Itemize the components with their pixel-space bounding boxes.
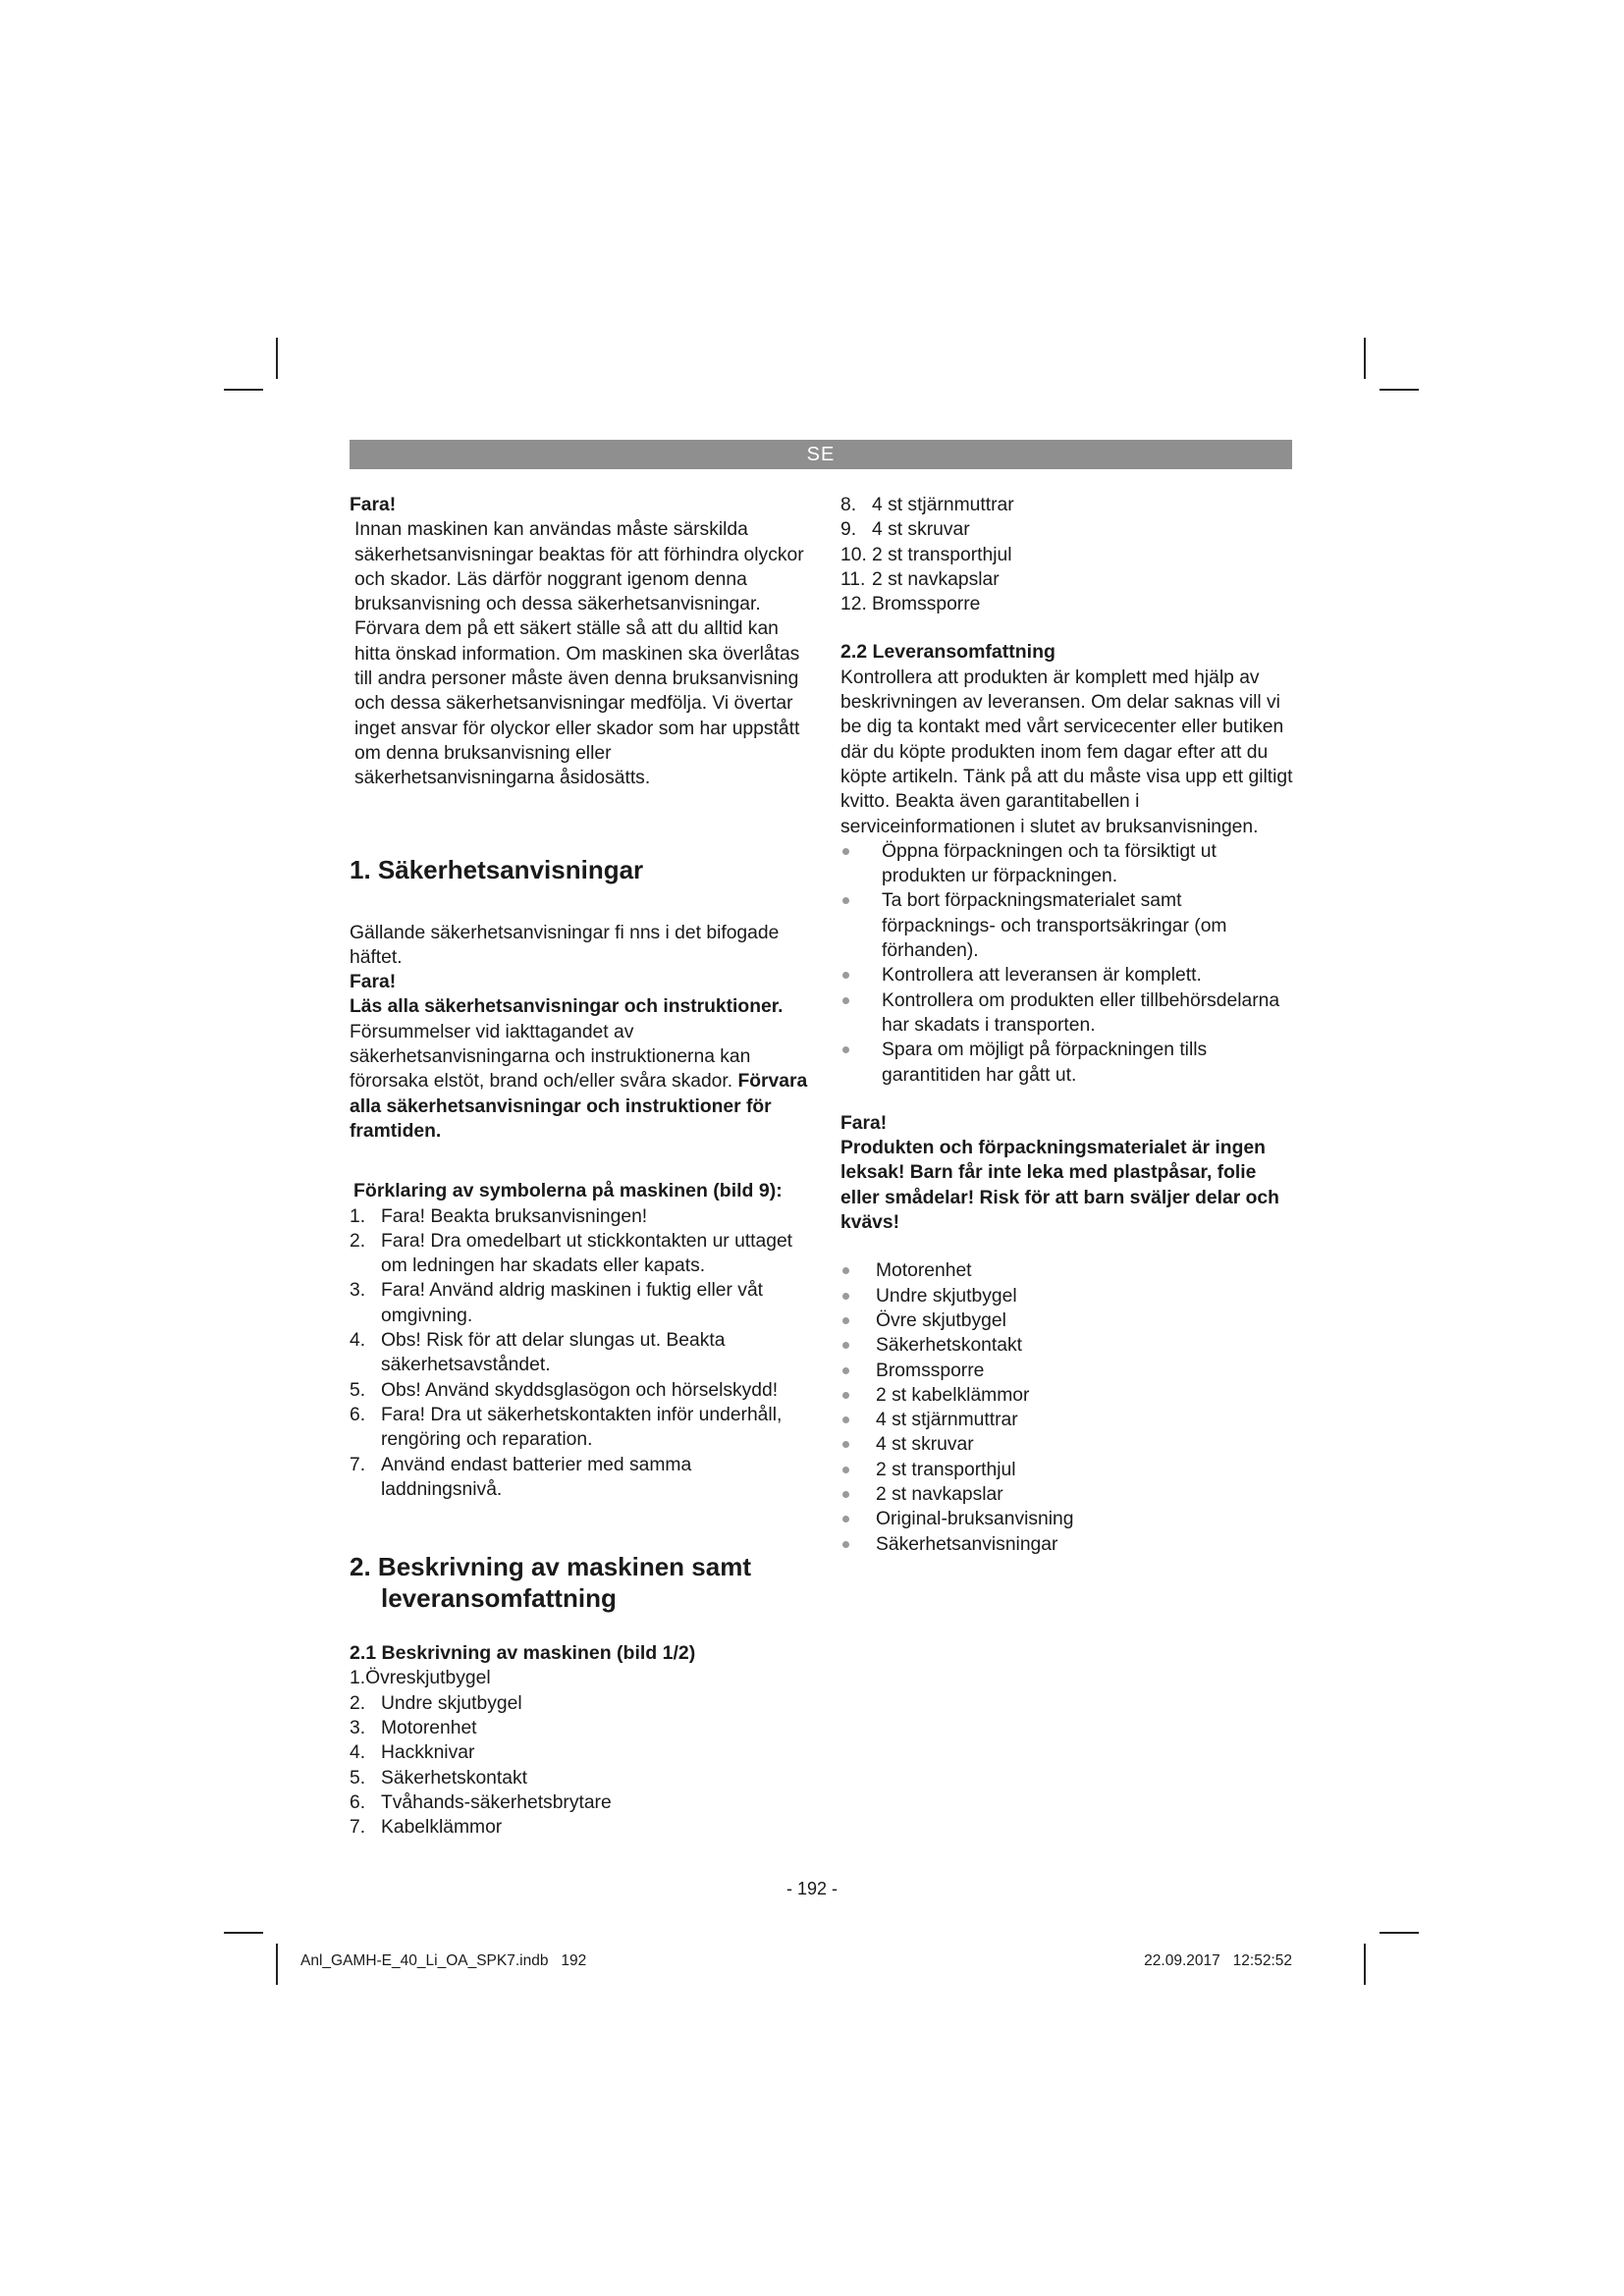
contents-item xyxy=(840,1432,1298,1457)
part-item xyxy=(840,493,1298,517)
section-2-heading xyxy=(350,1551,813,1614)
symbol-item-text: Använd endast batterier med samma laddningsnivå. xyxy=(381,1454,692,1500)
symbol-item-text: Obs! Risk för att delar slungas ut. Beakta säkerhetsavståndet. xyxy=(381,1330,726,1376)
contents-item-text: Original-bruksanvisning xyxy=(876,1509,1074,1530)
contents-item-text: Bromssporre xyxy=(876,1360,985,1381)
crop-mark-bottom-right-horizontal xyxy=(1380,1932,1419,1934)
delivery-step-text: Kontrollera om produkten eller tillbehörsdelarna har skadats i transporten. xyxy=(882,989,1280,1036)
part-item-number: 11. xyxy=(840,568,866,590)
symbol-item-number: 6. xyxy=(350,1404,366,1425)
part-item-text: Bromssporre xyxy=(872,594,981,615)
crop-mark-top-left-horizontal xyxy=(224,389,263,391)
part-item-text: 2 st navkapslar xyxy=(872,568,1000,590)
delivery-step-text: Öppna förpackningen och ta försiktigt ut produkten ur förpackningen. xyxy=(882,840,1217,887)
section-1-heading xyxy=(350,854,813,885)
fara-warning-text: Innan maskinen kan användas måste särskilda säkerhetsanvisningar beaktas för att förhindra olyckor och skador. Läs därför noggrant igenom denna bruksanvisning och dessa säkerhetsanvisningar. Förvara dem på ett säkert ställe så att du alltid kan hitta önskad information. Om maskinen ska överlåtas till andra personer måste även denna bruksanvisning och dessa säkerhetsanvisningar medfölja. Vi övertar inget ansvar för olyckor eller skador som har uppstått om denna bruksanvisning eller säkerhetsanvisningarna åsidosätts. xyxy=(354,519,804,789)
contents-item xyxy=(840,1507,1298,1531)
safety-intro: Gällande säkerhetsanvisningar fi nns i det bifogade häftet. xyxy=(350,922,780,968)
part-item-text: Undre skjutbygel xyxy=(381,1692,522,1714)
footer-file-name: Anl_GAMH-E_40_Li_OA_SPK7.indb 192 xyxy=(300,1952,587,1969)
bullet-icon xyxy=(842,1467,849,1473)
part-item-number: 7. xyxy=(350,1817,366,1839)
section-2-number: 2. xyxy=(350,1552,371,1582)
delivery-step-text: Ta bort förpackningsmaterialet samt förpacknings- och transportsäkringar (om förhanden). xyxy=(882,890,1227,962)
part-item-text: 4 st stjärnmuttrar xyxy=(872,495,1014,515)
section-1-number: 1. xyxy=(350,854,371,884)
symbol-item-text: Fara! Använd aldrig maskinen i fuktig eller våt omgivning. xyxy=(381,1280,764,1326)
contents-list xyxy=(840,1258,1298,1557)
bullet-icon xyxy=(842,997,849,1004)
part-item-number: 12. xyxy=(840,594,867,615)
bullet-icon xyxy=(842,1541,849,1548)
symbol-item xyxy=(350,1453,813,1503)
bullet-icon xyxy=(842,897,849,904)
symbol-item-text: Obs! Använd skyddsglasögon och hörselskydd! xyxy=(381,1379,779,1401)
bullet-icon xyxy=(842,1392,849,1399)
section-2-1-heading: 2.1 Beskrivning av maskinen (bild 1/2) xyxy=(350,1642,696,1665)
symbol-item xyxy=(350,1403,813,1453)
part-item-number: 10. xyxy=(840,544,867,565)
contents-item xyxy=(840,1308,1298,1333)
parts-list-continued xyxy=(840,493,1298,616)
part-item xyxy=(350,1790,813,1815)
symbol-item xyxy=(350,1278,813,1328)
bullet-icon xyxy=(842,1516,849,1522)
section-1-title: Säkerhetsanvisningar xyxy=(377,854,644,884)
contents-item xyxy=(840,1532,1298,1557)
delivery-text: Kontrollera att produkten är komplett med hjälp av beskrivningen av leveransen. Om delar saknas vill vi be dig ta kontakt med vårt servicecenter eller butiken där du köpte produkten inom fem dagar efter att du köpte artikeln. Tänk på att du måste visa upp ett giltigt kvitto. Beakta även garantitabellen i serviceinformationen i slutet av bruksanvisningen. xyxy=(840,667,1293,837)
right-column xyxy=(840,493,1298,1557)
contents-item-text: 2 st transporthjul xyxy=(876,1459,1016,1480)
part-item-text: Hackknivar xyxy=(381,1742,475,1764)
symbols-list xyxy=(350,1204,813,1503)
delivery-steps-list xyxy=(840,839,1298,1088)
contents-item xyxy=(840,1333,1298,1358)
section-2-title: Beskrivning av maskinen samt leveransomfattning xyxy=(377,1552,751,1614)
contents-item xyxy=(840,1458,1298,1482)
safety-fara-label: Fara! xyxy=(350,972,397,993)
parts-list xyxy=(350,1691,813,1841)
delivery-step xyxy=(840,888,1298,963)
bullet-icon xyxy=(842,1416,849,1423)
bullet-icon xyxy=(842,848,849,855)
symbol-item xyxy=(350,1328,813,1378)
crop-mark-top-right-vertical xyxy=(1364,338,1366,379)
contents-item-text: Säkerhetskontakt xyxy=(876,1335,1022,1357)
part-item xyxy=(840,592,1298,616)
safety-normal-text: Försummelser vid iakttagandet av säkerhetsanvisningarna och instruktionerna kan förorsaka elstöt, brand och/eller svåra skador. xyxy=(350,1021,751,1093)
language-code: SE xyxy=(806,443,836,465)
left-column xyxy=(350,493,813,1840)
part-item-number: 6. xyxy=(350,1791,366,1813)
contents-item-text: Säkerhetsanvisningar xyxy=(876,1533,1058,1555)
part-item-number: 8. xyxy=(840,495,857,515)
contents-item-text: 2 st kabelklämmor xyxy=(876,1384,1030,1406)
delivery-step xyxy=(840,839,1298,889)
bullet-icon xyxy=(842,1367,849,1374)
contents-item xyxy=(840,1482,1298,1507)
bullet-icon xyxy=(842,1267,849,1274)
part-item-number: 3. xyxy=(350,1717,366,1738)
part-item-text: Motorenhet xyxy=(381,1717,477,1738)
part-item-text: Tvåhands-säkerhetsbrytare xyxy=(381,1791,612,1813)
part-item-number: 4. xyxy=(350,1742,366,1764)
part-item-text: 4 st skruvar xyxy=(872,519,970,541)
symbol-item xyxy=(350,1229,813,1279)
contents-item xyxy=(840,1383,1298,1408)
symbol-item-number: 1. xyxy=(350,1205,366,1227)
delivery-step-text: Spara om möjligt på förpackningen tills garantitiden har gått ut. xyxy=(882,1040,1208,1086)
part-item xyxy=(840,517,1298,542)
bullet-icon xyxy=(842,1491,849,1498)
delivery-step xyxy=(840,1038,1298,1088)
contents-item-text: 4 st stjärnmuttrar xyxy=(876,1410,1018,1431)
part-item-1: 1.Övreskjutbygel xyxy=(350,1668,491,1689)
part-item-text: Säkerhetskontakt xyxy=(381,1767,527,1789)
symbol-item-number: 5. xyxy=(350,1379,366,1401)
contents-item-text: Undre skjutbygel xyxy=(876,1285,1017,1307)
section-2-2-heading: 2.2 Leveransomfattning xyxy=(840,641,1056,664)
crop-mark-top-right-horizontal xyxy=(1380,389,1419,391)
crop-mark-top-left-vertical xyxy=(276,338,278,379)
symbol-item-number: 3. xyxy=(350,1280,366,1302)
symbol-item-number: 7. xyxy=(350,1454,366,1475)
contents-item xyxy=(840,1284,1298,1308)
contents-item xyxy=(840,1408,1298,1432)
part-item-number: 5. xyxy=(350,1767,366,1789)
bullet-icon xyxy=(842,1046,849,1053)
part-item-text: 2 st transporthjul xyxy=(872,544,1012,565)
contents-item xyxy=(840,1258,1298,1283)
crop-mark-bottom-left-vertical xyxy=(276,1944,278,1985)
symbol-item-number: 2. xyxy=(350,1230,366,1252)
bullet-icon xyxy=(842,1342,849,1349)
contents-item-text: Övre skjutbygel xyxy=(876,1309,1006,1331)
safety-bold-tail: Förvara alla säkerhetsanvisningar och instruktioner för framtiden. xyxy=(350,1071,808,1142)
footer-datetime: 22.09.2017 12:52:52 xyxy=(1144,1952,1292,1969)
bullet-icon xyxy=(842,1293,849,1300)
symbol-item-text: Fara! Dra omedelbart ut stickkontakten ur uttaget om ledningen har skadats eller kapats. xyxy=(381,1230,793,1277)
part-item-number: 2. xyxy=(350,1692,366,1714)
safety-bold-lead: Läs alla säkerhetsanvisningar och instruktioner. xyxy=(350,996,784,1018)
delivery-step xyxy=(840,988,1298,1039)
fara-warning-2-title: Fara! xyxy=(840,1112,888,1134)
part-item xyxy=(350,1740,813,1765)
symbol-item-text: Fara! Beakta bruksanvisningen! xyxy=(381,1205,648,1227)
page-number: - 192 - xyxy=(785,1879,839,1898)
part-item xyxy=(840,567,1298,592)
part-item xyxy=(840,543,1298,567)
part-item xyxy=(350,1691,813,1716)
part-item xyxy=(350,1716,813,1740)
part-item xyxy=(350,1815,813,1840)
fara-warning-2-text: Produkten och förpackningsmaterialet är ingen leksak! Barn får inte leka med plastpåsar, folie eller smådelar! Risk för att barn sväljer delar och kvävs! xyxy=(840,1138,1279,1234)
part-item-text: Kabelklämmor xyxy=(381,1817,503,1839)
contents-item-text: 4 st skruvar xyxy=(876,1434,974,1456)
symbol-item-text: Fara! Dra ut säkerhetskontakten inför underhåll, rengöring och reparation. xyxy=(381,1404,783,1451)
symbol-item xyxy=(350,1204,813,1229)
delivery-step xyxy=(840,963,1298,988)
contents-item xyxy=(840,1359,1298,1383)
crop-mark-bottom-right-vertical xyxy=(1364,1944,1366,1985)
contents-item-text: Motorenhet xyxy=(876,1260,972,1282)
symbol-item-number: 4. xyxy=(350,1330,366,1352)
safety-paragraph xyxy=(350,994,813,1144)
crop-mark-bottom-left-horizontal xyxy=(224,1932,263,1934)
contents-item-text: 2 st navkapslar xyxy=(876,1483,1003,1505)
language-header-bar xyxy=(350,440,1292,469)
bullet-icon xyxy=(842,1441,849,1448)
symbol-item xyxy=(350,1378,813,1403)
part-item xyxy=(350,1766,813,1790)
bullet-icon xyxy=(842,972,849,979)
part-item-number: 9. xyxy=(840,519,857,541)
bullet-icon xyxy=(842,1317,849,1324)
fara-warning-title: Fara! xyxy=(350,495,397,515)
symbols-heading: Förklaring av symbolerna på maskinen (bild 9): xyxy=(353,1180,783,1202)
delivery-step-text: Kontrollera att leveransen är komplett. xyxy=(882,965,1202,987)
